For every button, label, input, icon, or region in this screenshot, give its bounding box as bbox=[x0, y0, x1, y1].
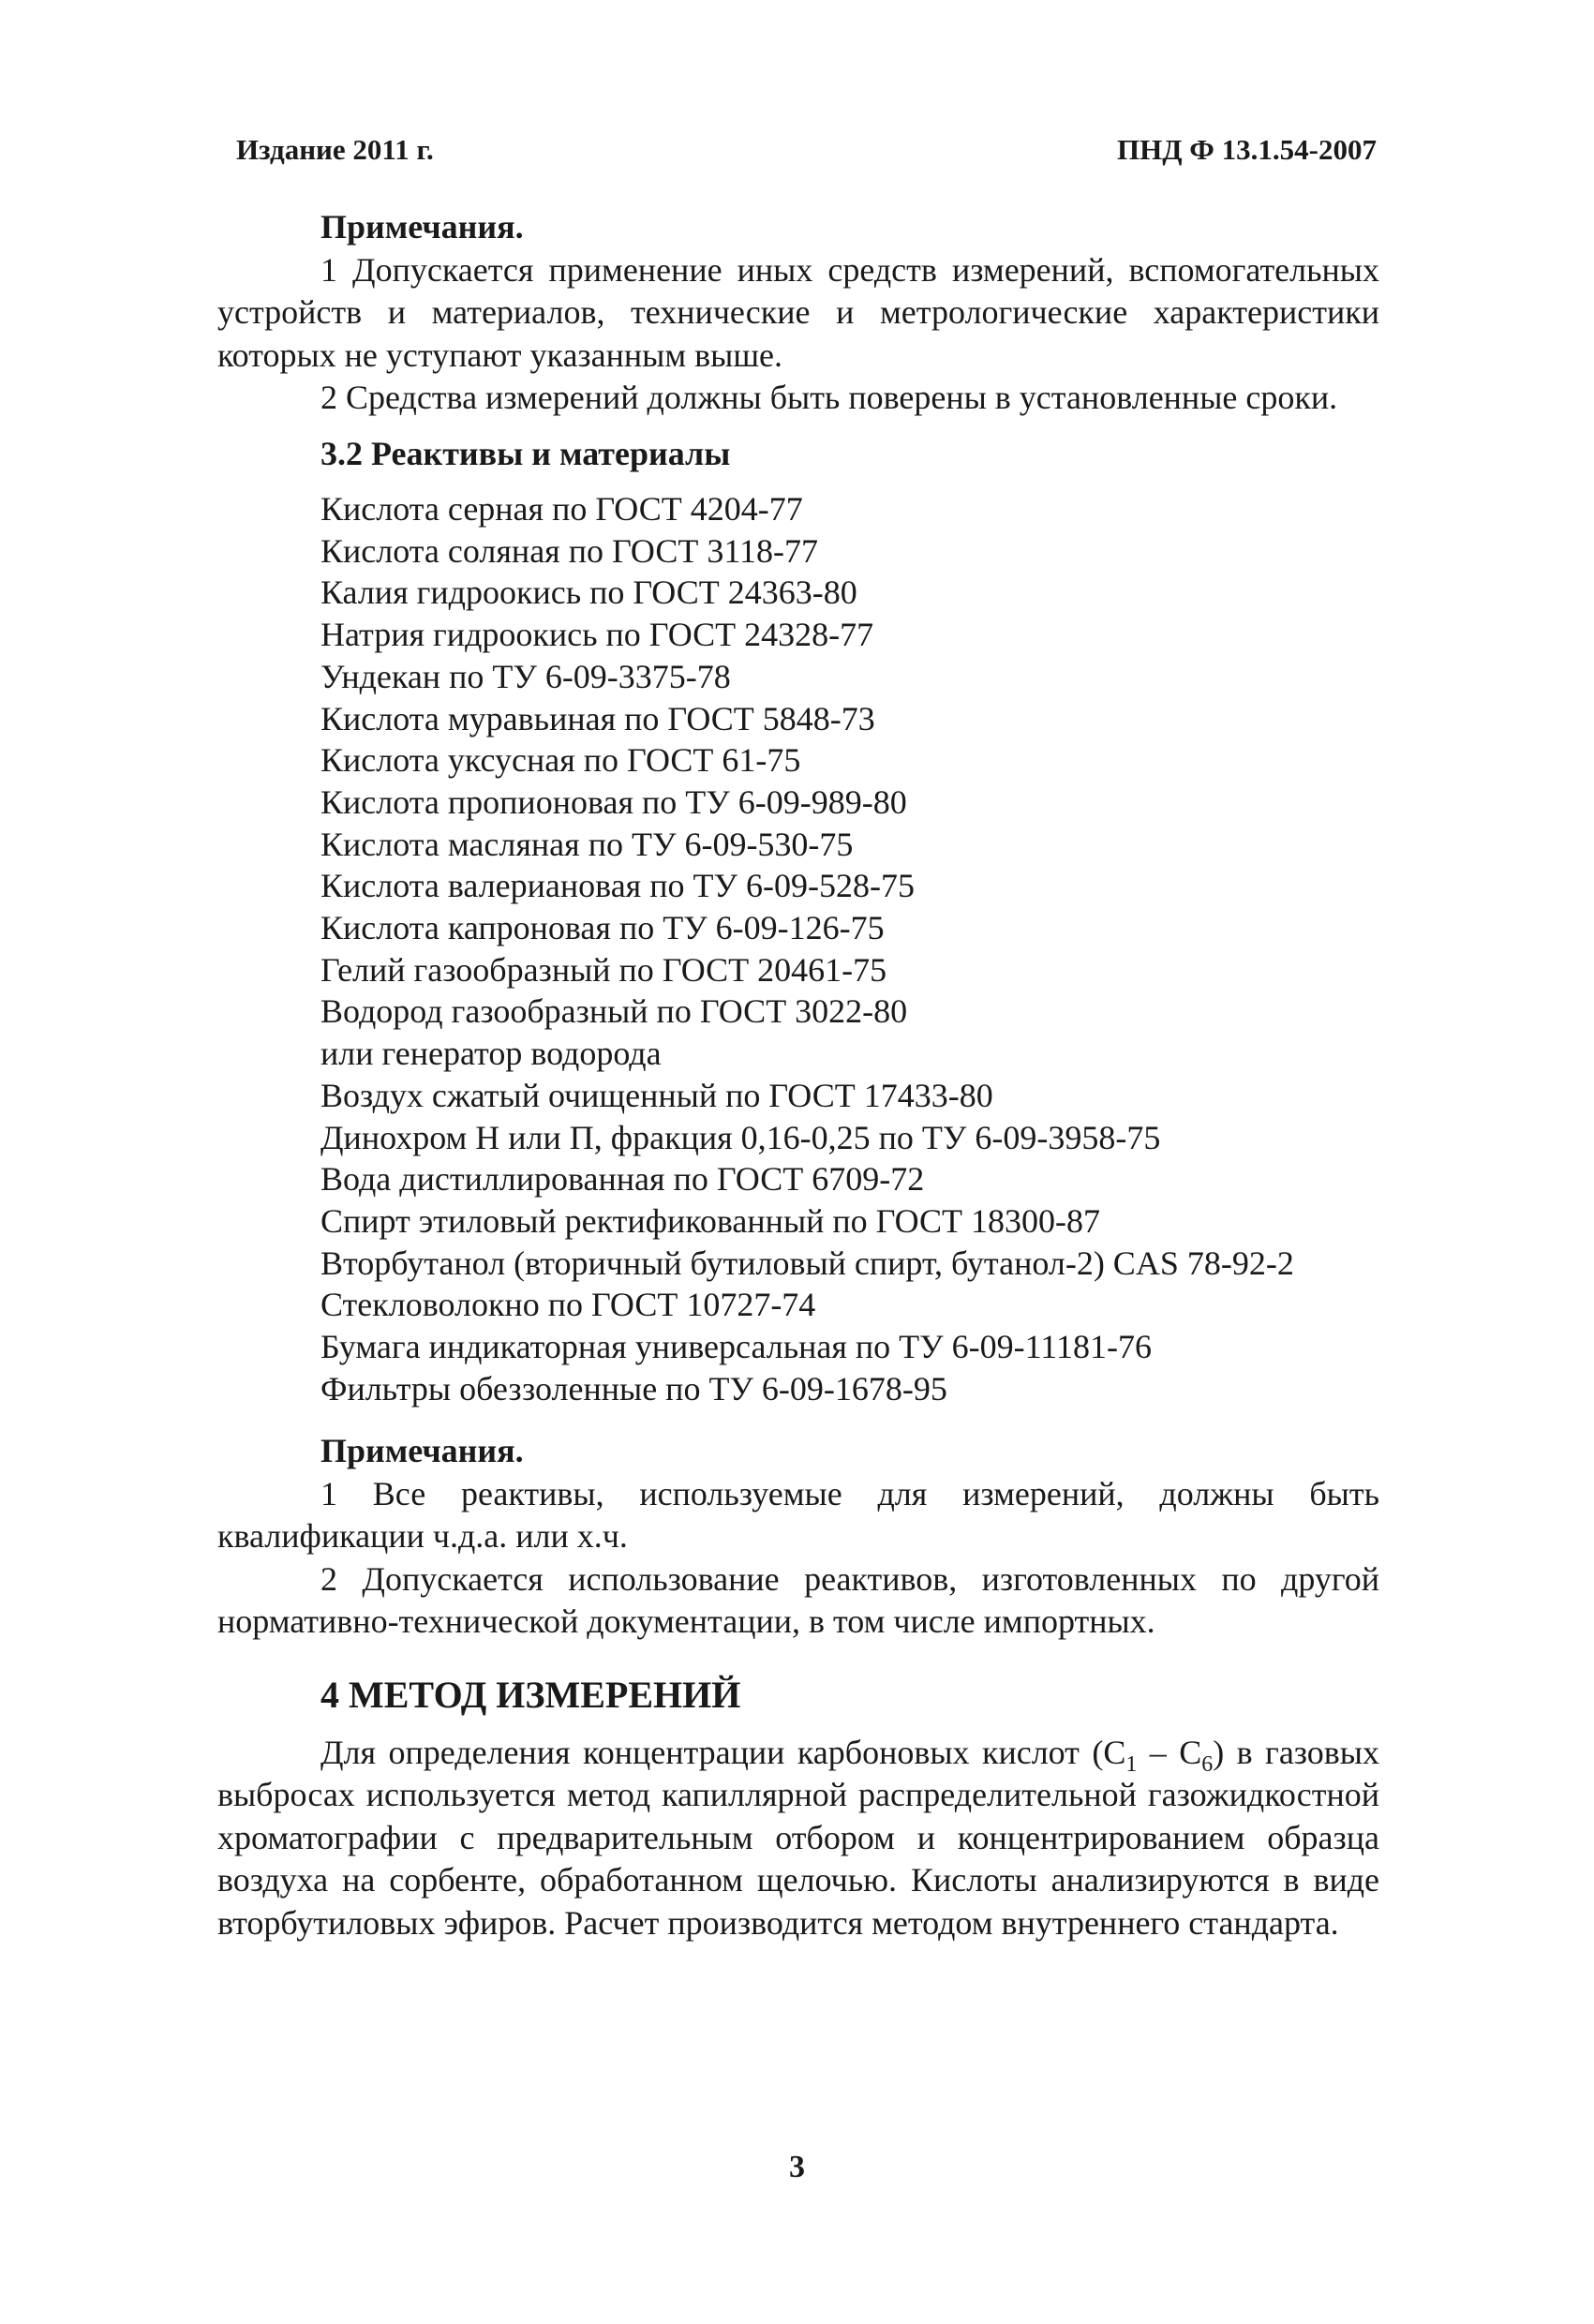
method-text-dash: – C bbox=[1137, 1733, 1202, 1771]
list-item: Кислота масляная по ТУ 6-09-530-75 bbox=[320, 825, 854, 863]
method-paragraph bbox=[217, 1732, 1379, 1945]
section-heading-reagents: 3.2 Реактивы и материалы bbox=[320, 434, 731, 472]
list-item: Кислота пропионовая по ТУ 6-09-989-80 bbox=[320, 782, 907, 821]
document-code: ПНД Ф 13.1.54-2007 bbox=[1116, 133, 1377, 166]
note-paragraph: 2 Средства измерений должны быть поверены в установленные сроки. bbox=[320, 379, 1338, 416]
list-item: Натрия гидроокись по ГОСТ 24328-77 bbox=[320, 616, 874, 654]
list-item: Кислота серная по ГОСТ 4204-77 bbox=[320, 490, 803, 528]
subscript-6: 6 bbox=[1201, 1752, 1214, 1778]
list-item: Ундекан по ТУ 6-09-3375-78 bbox=[320, 657, 731, 695]
list-item: Кислота уксусная по ГОСТ 61-75 bbox=[320, 741, 801, 780]
reagents-list bbox=[217, 488, 1379, 1409]
method-text-end: ) в газовых выбросах используется метод капиллярной распределительной газожидкостной хроматографии с предварительным отбором и концентрированием образца воздуха на сорбенте, обработанном щелочью. Кислоты анализируются в виде вторбутиловых эфиров. Расчет производится методом внутреннего стандарта. bbox=[217, 1733, 1379, 1942]
list-item: Вода дистиллированная по ГОСТ 6709-72 bbox=[320, 1160, 925, 1199]
list-item: Спирт этиловый ректификованный по ГОСТ 18300-87 bbox=[320, 1201, 1101, 1240]
subscript-1: 1 bbox=[1125, 1752, 1138, 1778]
list-item: Воздух сжатый очищенный по ГОСТ 17433-80 bbox=[320, 1076, 993, 1114]
list-item: Фильтры обеззоленные по ТУ 6-09-1678-95 bbox=[320, 1369, 947, 1408]
list-item: Стекловолокно по ГОСТ 10727-74 bbox=[320, 1286, 816, 1324]
notes-title: Примечания. bbox=[320, 1432, 524, 1470]
list-item: Гелий газообразный по ГОСТ 20461-75 bbox=[320, 950, 887, 989]
note-paragraph: 1 Допускается применение иных средств измерений, вспомогательных устройств и материалов, технические и метрологические характеристики которых не уступают указанным выше. bbox=[217, 250, 1379, 374]
list-item: Вторбутанол (вторичный бутиловый спирт, бутанол-2) CAS 78-92-2 bbox=[320, 1244, 1294, 1282]
list-item: Водород газообразный по ГОСТ 3022-80 bbox=[320, 992, 908, 1031]
list-item: Калия гидроокись по ГОСТ 24363-80 bbox=[320, 574, 857, 612]
page-number: 3 bbox=[789, 2150, 805, 2184]
list-item: Кислота соляная по ГОСТ 3118-77 bbox=[320, 531, 818, 570]
edition-label: Издание 2011 г. bbox=[236, 133, 434, 166]
list-item: Бумага индикаторная универсальная по ТУ 6-09-11181-76 bbox=[320, 1328, 1152, 1366]
method-text-start: Для определения концентрации карбоновых кислот (C bbox=[320, 1733, 1126, 1771]
note-paragraph: 1 Все реактивы, используемые для измерений, должны быть квалификации ч.д.а. или х.ч. bbox=[217, 1474, 1379, 1556]
note-paragraph: 2 Допускается использование реактивов, изготовленных по другой нормативно-технической документации, в том числе импортных. bbox=[217, 1559, 1379, 1641]
list-item: Динохром Н или П, фракция 0,16-0,25 по ТУ 6-09-3958-75 bbox=[320, 1118, 1161, 1156]
list-item: Кислота муравьиная по ГОСТ 5848-73 bbox=[320, 699, 875, 737]
list-item: или генератор водорода bbox=[320, 1035, 662, 1073]
page-header bbox=[236, 133, 1377, 180]
notes-title: Примечания. bbox=[320, 208, 524, 246]
list-item: Кислота валериановая по ТУ 6-09-528-75 bbox=[320, 867, 915, 905]
list-item: Кислота капроновая по ТУ 6-09-126-75 bbox=[320, 909, 885, 947]
section-heading-method: 4 МЕТОД ИЗМЕРЕНИЙ bbox=[320, 1673, 741, 1716]
page-content bbox=[217, 206, 1379, 1944]
